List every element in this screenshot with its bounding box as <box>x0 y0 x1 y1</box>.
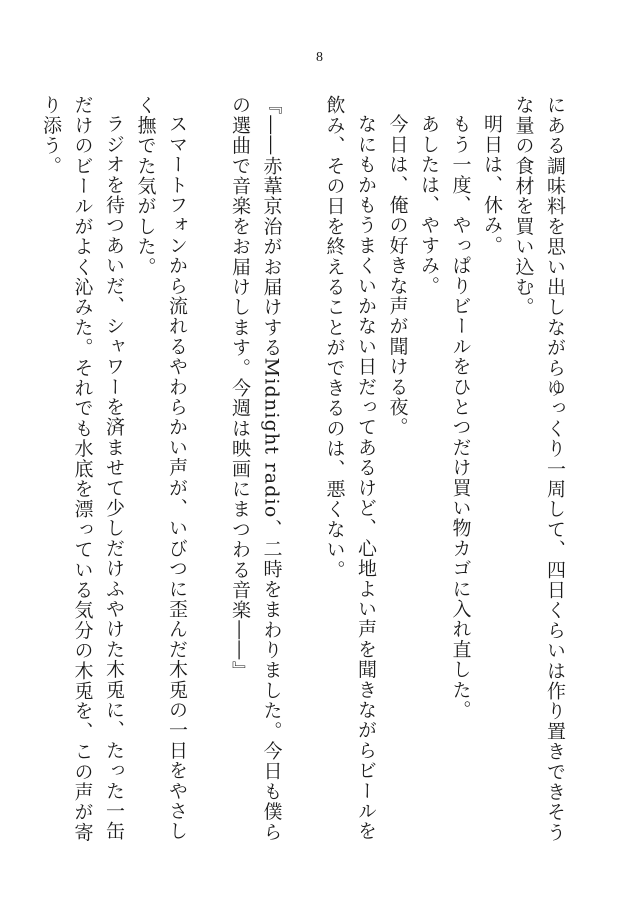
blank-line <box>287 95 319 855</box>
paragraph: ラジオを待つあいだ、シャワーを済ませて少しだけふやけた木兎に、たった一缶だけのビールがよく沁みた。それでも水底を漂っている気分の木兎を、この声が寄り添う。 <box>40 95 125 843</box>
radio-quote: 『――赤葦京治がお届けするMidnight radio、二時をまわりました。今日も僕らの選曲で音楽をお届けします。今週は映画にまつわる音楽――』 <box>229 95 283 842</box>
paragraph: なにもかもうまくいかない日だってあるけど、心地よい声を聞きながらビールを飲み、その日を終えることができるのは、悪くない。 <box>323 95 377 842</box>
paragraph: 今日は、俺の好きな声が聞ける夜。 <box>386 114 409 438</box>
blank-line <box>192 95 224 855</box>
novel-body-text <box>40 95 570 855</box>
paragraph: にある調味料を思い出しながらゆっくり一周して、四日くらいは作り置きできそうな量の食材を買い込む。 <box>512 95 566 843</box>
paragraph: スマートフォンから流れるやわらかい声が、いびつに歪んだ木兎の一日をやさしく撫でた気がした。 <box>134 95 188 842</box>
page-number: 8 <box>316 50 323 65</box>
paragraph: 明日は、休み。 <box>481 114 503 256</box>
paragraph: あしたは、やすみ。 <box>418 114 440 296</box>
paragraph: もう一度、やっぱりビールをひとつだけ買い物カゴに入れ直した。 <box>449 114 472 720</box>
